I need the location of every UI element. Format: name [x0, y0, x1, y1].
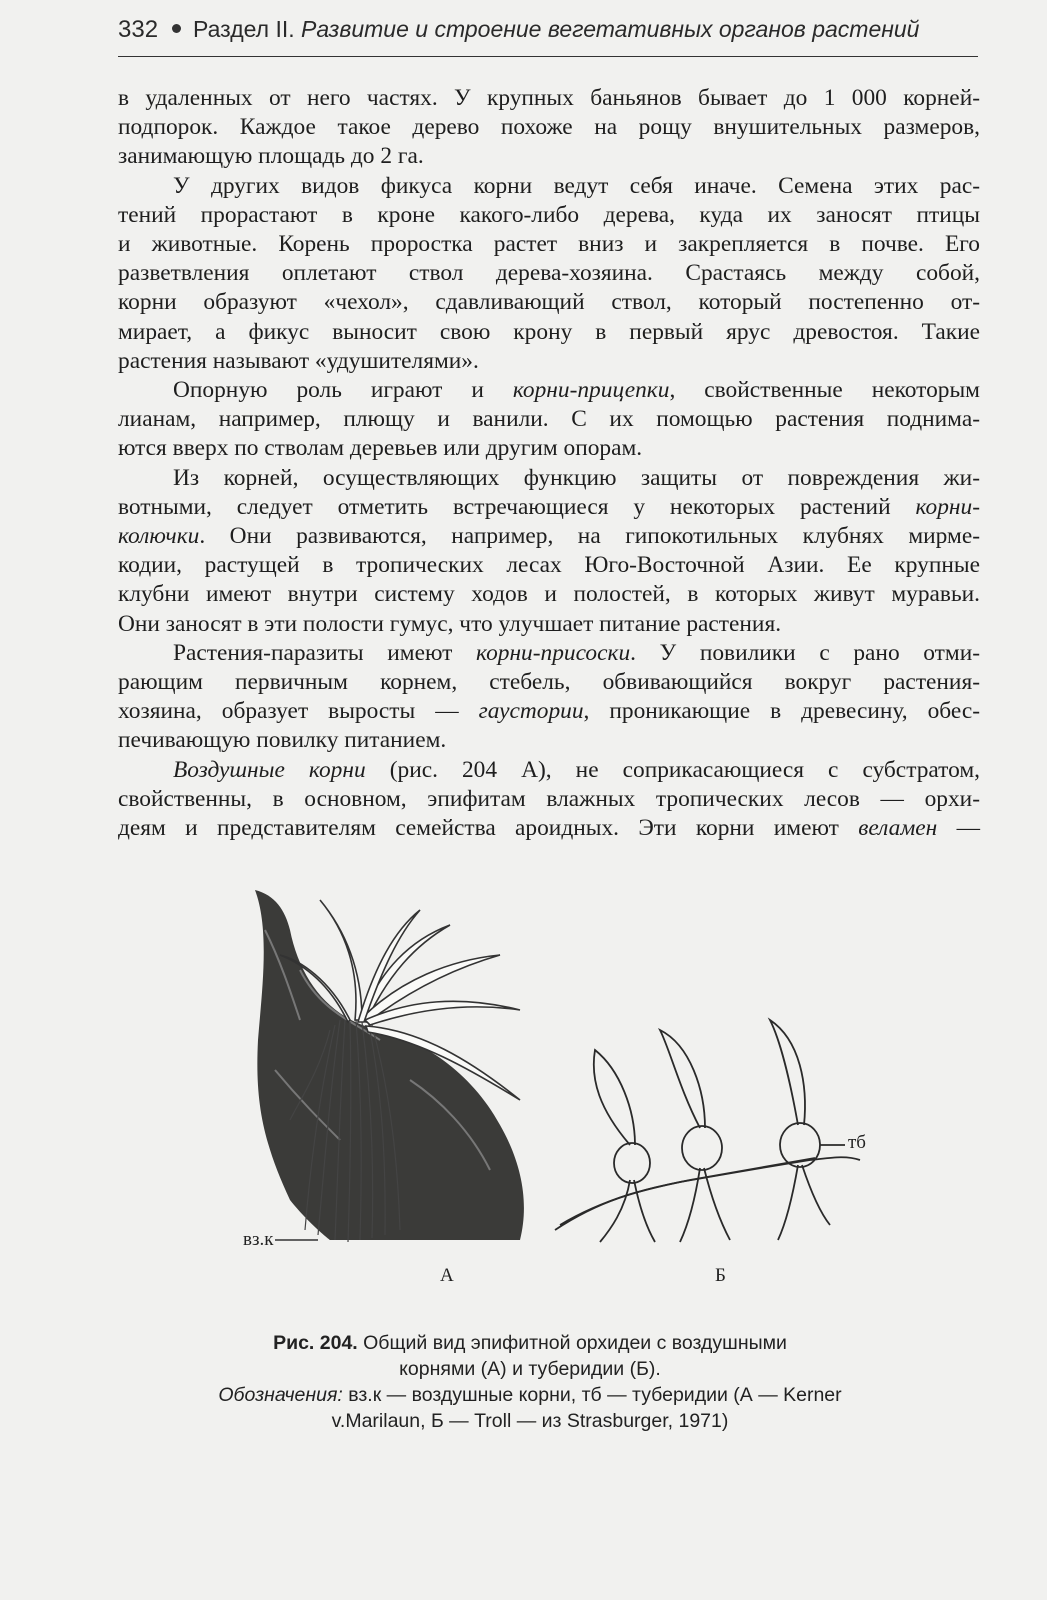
text-line: кодии, растущей в тропических лесах Юго-Восточной Азии. Ее крупные — [118, 552, 980, 579]
figure-number: Рис. 204. — [273, 1332, 358, 1354]
text-line: тений прорастают в кроне какого-либо дерева, куда их заносят птицы — [118, 201, 980, 228]
text-line: ются вверх по стволам деревьев или другим опорам. — [118, 435, 643, 462]
section-label: Раздел II. — [193, 16, 295, 42]
text-line — [118, 697, 980, 726]
caption-title-line-2: корнями (А) и туберидии (Б). — [399, 1358, 661, 1380]
text-line — [118, 522, 980, 551]
text-line: разветвления оплетают ствол дерева-хозяина. Срастаясь между собой, — [118, 260, 980, 287]
term-italic: корни- — [915, 493, 980, 520]
label-vzk: вз.к — [243, 1229, 274, 1250]
text-line: занимающую площадь до 2 га. — [118, 143, 424, 170]
text-line — [118, 493, 980, 522]
paragraph-5 — [118, 639, 980, 756]
text-line: в удаленных от него частях. У крупных баньянов бывает до 1 000 корней- — [118, 85, 980, 111]
text-run: хозяина, образует выросты — — [118, 698, 479, 725]
text-line: Из корней, осуществляющих функцию защиты от повреждения жи- — [173, 464, 980, 491]
label-b: Б — [715, 1265, 726, 1286]
text-line — [118, 376, 980, 405]
term-italic: корни-прицепки — [512, 377, 670, 404]
text-line: и животные. Корень проростка растет вниз и закрепляется в почве. Его — [118, 231, 980, 258]
text-run: вотными, следует отметить встречающиеся у некоторых растений — [118, 493, 916, 520]
label-a: А — [440, 1265, 454, 1286]
term-italic: Воздушные корни — [173, 756, 366, 783]
text-line — [118, 814, 980, 843]
legend-text: вз.к — воздушные корни, тб — туберидии (А — Kerner — [342, 1384, 842, 1406]
caption-title: Общий вид эпифитной орхидеи с воздушными — [357, 1332, 787, 1354]
text-line — [118, 756, 980, 785]
text-run: , проникающие в древесину, обес- — [583, 698, 980, 725]
legend-label: Обозначения: — [218, 1384, 343, 1406]
text-line: свойственны, в основном, эпифитам влажных тропических лесов — орхи- — [118, 785, 980, 812]
text-line: мирает, а фикус выносит свою крону в первый ярус древостоя. Такие — [118, 318, 980, 345]
paragraph-3 — [118, 376, 980, 464]
section-title: Развитие и строение вегетативных органов растений — [301, 16, 920, 42]
text-run: . Они развиваются, например, на гипокотильных клубнях мирме- — [199, 523, 980, 550]
text-line: подпорок. Каждое такое дерево похоже на рощу внушительных размеров, — [118, 114, 980, 141]
bullet-icon — [172, 24, 181, 33]
text-line — [118, 639, 980, 668]
label-tb: тб — [848, 1132, 866, 1153]
term-italic: корни-присоски — [476, 639, 631, 666]
term-italic: колючки — [118, 523, 200, 550]
running-header — [118, 16, 978, 57]
text-line: корни образуют «чехол», сдавливающий ствол, который постепенно от- — [118, 289, 980, 316]
text-run: , свойственные некоторым — [669, 377, 980, 404]
text-run: — — [937, 815, 980, 842]
term-italic: веламен — [858, 815, 938, 842]
figure-204 — [0, 870, 1047, 1300]
text-line: клубни имеют внутри систему ходов и полостей, в которых живут муравьи. — [118, 581, 980, 608]
text-run: деям и представителям семейства ароидных. Эти корни имеют — [118, 815, 859, 842]
body-text — [118, 84, 980, 843]
page-number: 332 — [118, 16, 159, 43]
tuberidia-drawing-b — [555, 1020, 860, 1242]
text-line: рающим первичным корнем, стебель, обвивающийся вокруг растения- — [118, 669, 980, 696]
text-run: Растения-паразиты имеют — [173, 639, 477, 666]
text-run: (рис. 204 А), не соприкасающиеся с субстратом, — [365, 756, 980, 783]
text-run: . У повилики с рано отми- — [630, 639, 981, 666]
paragraph-4 — [118, 464, 980, 639]
orchid-drawing-a — [255, 890, 524, 1242]
paragraph-1 — [118, 84, 980, 172]
term-italic: гаустории — [478, 698, 584, 725]
caption-legend-line-2: v.Marilaun, Б — Troll — из Strasburger, 1971) — [331, 1410, 729, 1432]
caption-title-line-1 — [150, 1330, 910, 1356]
orchid-illustration — [0, 870, 1047, 1300]
text-line: растения называют «удушителями». — [118, 347, 479, 374]
text-run: Опорную роль играют и — [173, 377, 513, 404]
text-line: У других видов фикуса корни ведут себя иначе. Семена этих рас- — [173, 172, 980, 199]
text-line: печивающую повилку питанием. — [118, 727, 447, 754]
paragraph-6 — [118, 756, 980, 844]
figure-caption — [150, 1330, 910, 1434]
text-line: Они заносят в эти полости гумус, что улучшает питание растения. — [118, 610, 782, 637]
text-line: лианам, например, плющу и ванили. С их помощью растения поднима- — [118, 406, 980, 433]
paragraph-2 — [118, 172, 980, 376]
caption-legend-line-1 — [150, 1382, 910, 1408]
